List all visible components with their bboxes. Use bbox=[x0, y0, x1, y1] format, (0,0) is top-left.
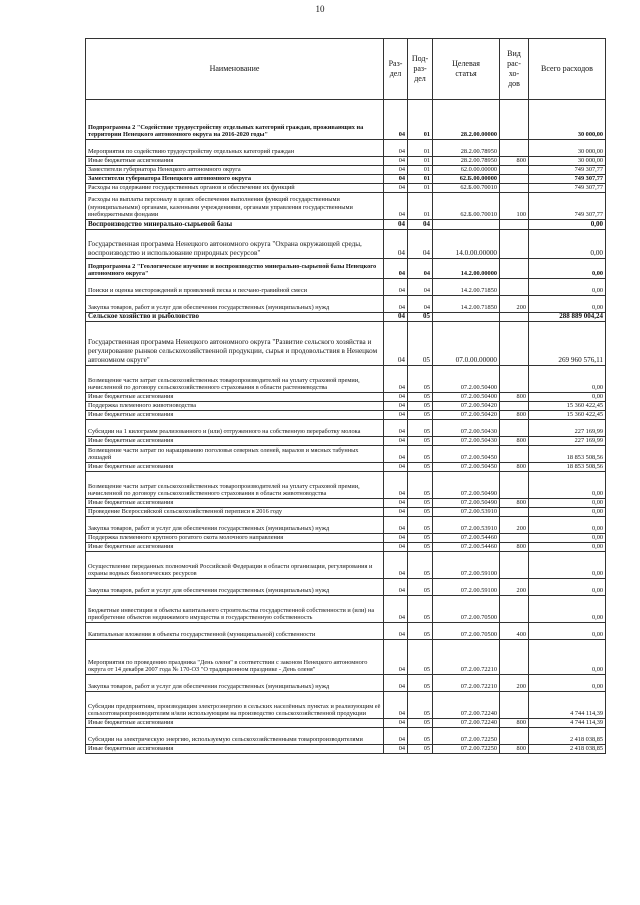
cell-subsection: 05 bbox=[408, 675, 433, 692]
cell-total: 749 307,77 bbox=[529, 184, 606, 193]
cell-total: 15 360 422,45 bbox=[529, 402, 606, 411]
cell-section: 04 bbox=[384, 157, 408, 166]
cell-subsection: 05 bbox=[408, 719, 433, 728]
cell-total: 0,00 bbox=[529, 296, 606, 313]
header-section: Раз- дел bbox=[384, 39, 408, 100]
cell-article: 07.2.00.50420 bbox=[433, 411, 500, 420]
cell-subsection: 05 bbox=[408, 420, 433, 437]
table-row bbox=[86, 543, 606, 552]
cell-article: 07.2.00.50430 bbox=[433, 420, 500, 437]
cell-section: 04 bbox=[384, 745, 408, 754]
cell-total: 227 169,99 bbox=[529, 437, 606, 446]
cell-total: 0,00 bbox=[529, 279, 606, 296]
cell-section: 04 bbox=[384, 296, 408, 313]
cell-subsection: 05 bbox=[408, 463, 433, 472]
cell-name: Сельское хозяйство и рыболовство bbox=[86, 313, 384, 322]
cell-section: 04 bbox=[384, 166, 408, 175]
cell-section: 04 bbox=[384, 402, 408, 411]
table-row bbox=[86, 166, 606, 175]
cell-subsection: 05 bbox=[408, 499, 433, 508]
table-row bbox=[86, 279, 606, 296]
cell-total: 2 418 038,85 bbox=[529, 728, 606, 745]
cell-article: 07.2.00.72210 bbox=[433, 640, 500, 675]
cell-expense-type: 800 bbox=[500, 437, 529, 446]
cell-expense-type bbox=[500, 596, 529, 623]
cell-total: 0,00 bbox=[529, 543, 606, 552]
cell-expense-type bbox=[500, 100, 529, 140]
cell-article: 07.2.00.50400 bbox=[433, 366, 500, 393]
table-row bbox=[86, 472, 606, 499]
table-row bbox=[86, 140, 606, 157]
cell-subsection: 05 bbox=[408, 508, 433, 517]
cell-expense-type: 200 bbox=[500, 517, 529, 534]
cell-name: Иные бюджетные ассигнования bbox=[86, 463, 384, 472]
cell-subsection: 01 bbox=[408, 140, 433, 157]
cell-name: Расходы на выплаты персоналу в целях обеспечения выполнения функций государственными (муниципальными) органами, казенными учреждениями, органами управления государственными внебюджетными фондами bbox=[86, 193, 384, 220]
table-row bbox=[86, 402, 606, 411]
cell-total: 30 000,00 bbox=[529, 157, 606, 166]
table-header-row bbox=[86, 39, 606, 100]
cell-name: Иные бюджетные ассигнования bbox=[86, 437, 384, 446]
cell-expense-type: 800 bbox=[500, 411, 529, 420]
cell-total: 0,00 bbox=[529, 472, 606, 499]
cell-article bbox=[433, 220, 500, 230]
cell-expense-type bbox=[500, 692, 529, 719]
cell-article: 07.2.00.72250 bbox=[433, 728, 500, 745]
cell-article: 07.2.00.59100 bbox=[433, 552, 500, 579]
cell-name: Иные бюджетные ассигнования bbox=[86, 411, 384, 420]
cell-name: Возмещение части затрат по наращиванию поголовья северных оленей, маралов и мясных табунных лошадей bbox=[86, 446, 384, 463]
cell-section: 04 bbox=[384, 463, 408, 472]
table-row bbox=[86, 230, 606, 259]
header-expense-type: Вид рас- хо- дов bbox=[500, 39, 529, 100]
table-row bbox=[86, 393, 606, 402]
table-row bbox=[86, 579, 606, 596]
cell-expense-type: 800 bbox=[500, 393, 529, 402]
cell-subsection: 04 bbox=[408, 259, 433, 279]
cell-name: Закупка товаров, работ и услуг для обеспечения государственных (муниципальных) нужд bbox=[86, 296, 384, 313]
cell-total: 18 853 508,56 bbox=[529, 446, 606, 463]
cell-subsection: 05 bbox=[408, 402, 433, 411]
cell-expense-type bbox=[500, 420, 529, 437]
cell-expense-type bbox=[500, 472, 529, 499]
header-name: Наименование bbox=[86, 39, 384, 100]
cell-expense-type: 800 bbox=[500, 543, 529, 552]
cell-article: 14.0.00.00000 bbox=[433, 230, 500, 259]
cell-subsection: 05 bbox=[408, 745, 433, 754]
budget-table bbox=[85, 38, 606, 754]
cell-expense-type: 800 bbox=[500, 157, 529, 166]
cell-section: 04 bbox=[384, 446, 408, 463]
header-total: Всего расходов bbox=[529, 39, 606, 100]
table-row bbox=[86, 728, 606, 745]
table-row bbox=[86, 296, 606, 313]
table-row bbox=[86, 517, 606, 534]
cell-article: 07.2.00.50430 bbox=[433, 437, 500, 446]
cell-section: 04 bbox=[384, 552, 408, 579]
cell-section: 04 bbox=[384, 259, 408, 279]
table-row bbox=[86, 157, 606, 166]
cell-total: 749 307,77 bbox=[529, 166, 606, 175]
cell-total: 0,00 bbox=[529, 579, 606, 596]
cell-section: 04 bbox=[384, 437, 408, 446]
cell-article: 07.2.00.72240 bbox=[433, 692, 500, 719]
cell-subsection: 05 bbox=[408, 543, 433, 552]
cell-total: 749 307,77 bbox=[529, 193, 606, 220]
table-row bbox=[86, 411, 606, 420]
table-row bbox=[86, 508, 606, 517]
table-row bbox=[86, 692, 606, 719]
cell-name: Подпрограмма 2 "Содействие трудоустройству отдельных категорий граждан, проживающих на территории Ненецкого автономного округа на 2016-2020 годы" bbox=[86, 100, 384, 140]
cell-subsection: 04 bbox=[408, 220, 433, 230]
table-row bbox=[86, 463, 606, 472]
cell-section: 04 bbox=[384, 220, 408, 230]
cell-name: Государственная программа Ненецкого автономного округа "Охрана окружающей среды, воспроизводство и использование природных ресурсов" bbox=[86, 230, 384, 259]
table-row bbox=[86, 100, 606, 140]
cell-article: 62.0.00.00000 bbox=[433, 166, 500, 175]
cell-article: 14.2.00.71850 bbox=[433, 279, 500, 296]
cell-expense-type: 200 bbox=[500, 579, 529, 596]
cell-expense-type bbox=[500, 279, 529, 296]
cell-total: 227 169,99 bbox=[529, 420, 606, 437]
cell-total: 749 307,77 bbox=[529, 175, 606, 184]
cell-expense-type: 200 bbox=[500, 675, 529, 692]
table-row bbox=[86, 420, 606, 437]
cell-name: Бюджетные инвестиции в объекты капитального строительства государственной собственности и (или) на приобретение объектов недвижимого имущества в государственную собственность bbox=[86, 596, 384, 623]
cell-expense-type bbox=[500, 402, 529, 411]
cell-subsection: 05 bbox=[408, 552, 433, 579]
cell-section: 04 bbox=[384, 728, 408, 745]
cell-total: 30 000,00 bbox=[529, 140, 606, 157]
cell-name: Субсидии на электрическую энергию, используемую сельскохозяйственными товаропроизводителями bbox=[86, 728, 384, 745]
cell-subsection: 05 bbox=[408, 437, 433, 446]
cell-subsection: 05 bbox=[408, 623, 433, 640]
cell-subsection: 05 bbox=[408, 596, 433, 623]
cell-total: 0,00 bbox=[529, 596, 606, 623]
cell-section: 04 bbox=[384, 322, 408, 366]
cell-name: Возмещение части затрат сельскохозяйственных товаропроизводителей на уплату страховой премии, начисленной по договору сельскохозяйственного страхования в области растениеводства bbox=[86, 366, 384, 393]
cell-subsection: 01 bbox=[408, 184, 433, 193]
cell-article: 62.Б.00.00000 bbox=[433, 175, 500, 184]
table-row bbox=[86, 175, 606, 184]
cell-article: 28.2.00.78950 bbox=[433, 157, 500, 166]
cell-total: 0,00 bbox=[529, 517, 606, 534]
cell-total: 0,00 bbox=[529, 508, 606, 517]
cell-article: 07.2.00.50450 bbox=[433, 446, 500, 463]
cell-expense-type bbox=[500, 446, 529, 463]
cell-article: 07.2.00.50400 bbox=[433, 393, 500, 402]
cell-name: Иные бюджетные ассигнования bbox=[86, 393, 384, 402]
table-row bbox=[86, 437, 606, 446]
cell-expense-type: 200 bbox=[500, 296, 529, 313]
cell-article: 07.2.00.50450 bbox=[433, 463, 500, 472]
cell-name: Государственная программа Ненецкого автономного округа "Развитие сельского хозяйства и регулирование рынков сельскохозяйственной продукции, сырья и продовольствия в Ненецком автономном округе" bbox=[86, 322, 384, 366]
cell-total: 269 960 576,11 bbox=[529, 322, 606, 366]
cell-section: 04 bbox=[384, 579, 408, 596]
cell-article bbox=[433, 313, 500, 322]
cell-name: Расходы на содержание государственных органов и обеспечение их функций bbox=[86, 184, 384, 193]
cell-expense-type bbox=[500, 175, 529, 184]
cell-name: Субсидии на 1 килограмм реализованного и (или) отгруженного на собственную переработку молока bbox=[86, 420, 384, 437]
cell-expense-type bbox=[500, 728, 529, 745]
table-row bbox=[86, 366, 606, 393]
cell-section: 04 bbox=[384, 313, 408, 322]
cell-total: 0,00 bbox=[529, 675, 606, 692]
cell-subsection: 05 bbox=[408, 640, 433, 675]
table-row bbox=[86, 675, 606, 692]
cell-section: 04 bbox=[384, 543, 408, 552]
cell-total: 0,00 bbox=[529, 259, 606, 279]
header-article: Целевая статья bbox=[433, 39, 500, 100]
cell-article: 28.2.00.78950 bbox=[433, 140, 500, 157]
cell-total: 0,00 bbox=[529, 534, 606, 543]
cell-section: 04 bbox=[384, 472, 408, 499]
cell-name: Поддержка племенного крупного рогатого скота молочного направления bbox=[86, 534, 384, 543]
cell-article: 07.2.00.50490 bbox=[433, 499, 500, 508]
cell-article: 07.2.00.70500 bbox=[433, 596, 500, 623]
table-row bbox=[86, 534, 606, 543]
cell-article: 07.2.00.53910 bbox=[433, 517, 500, 534]
cell-article: 14.2.00.71850 bbox=[433, 296, 500, 313]
cell-subsection: 01 bbox=[408, 175, 433, 184]
cell-name: Субсидии предприятиям, производящим электроэнергию в сельских населённых пунктах и реализующим её сельхозтоваропроизводителям и/или использующим на производство сельскохозяйственной продукции bbox=[86, 692, 384, 719]
cell-subsection: 04 bbox=[408, 230, 433, 259]
header-subsection: Под- раз- дел bbox=[408, 39, 433, 100]
table-row bbox=[86, 719, 606, 728]
cell-name: Воспроизводство минерально-сырьевой базы bbox=[86, 220, 384, 230]
cell-name: Иные бюджетные ассигнования bbox=[86, 499, 384, 508]
cell-expense-type bbox=[500, 220, 529, 230]
cell-section: 04 bbox=[384, 517, 408, 534]
cell-total: 18 853 508,56 bbox=[529, 463, 606, 472]
cell-name: Закупка товаров, работ и услуг для обеспечения государственных (муниципальных) нужд bbox=[86, 675, 384, 692]
cell-section: 04 bbox=[384, 279, 408, 296]
cell-total: 0,00 bbox=[529, 552, 606, 579]
cell-subsection: 01 bbox=[408, 100, 433, 140]
table-row bbox=[86, 313, 606, 322]
cell-total: 0,00 bbox=[529, 366, 606, 393]
cell-section: 04 bbox=[384, 719, 408, 728]
cell-section: 04 bbox=[384, 366, 408, 393]
cell-subsection: 05 bbox=[408, 534, 433, 543]
cell-expense-type bbox=[500, 552, 529, 579]
cell-total: 0,00 bbox=[529, 499, 606, 508]
cell-section: 04 bbox=[384, 675, 408, 692]
cell-name: Иные бюджетные ассигнования bbox=[86, 719, 384, 728]
cell-article: 07.2.00.54460 bbox=[433, 534, 500, 543]
cell-name: Закупка товаров, работ и услуг для обеспечения государственных (муниципальных) нужд bbox=[86, 517, 384, 534]
cell-section: 04 bbox=[384, 623, 408, 640]
cell-expense-type bbox=[500, 640, 529, 675]
cell-subsection: 05 bbox=[408, 692, 433, 719]
cell-article: 07.2.00.72250 bbox=[433, 745, 500, 754]
table-row bbox=[86, 446, 606, 463]
cell-subsection: 04 bbox=[408, 279, 433, 296]
cell-total: 0,00 bbox=[529, 393, 606, 402]
table-row bbox=[86, 220, 606, 230]
table-row bbox=[86, 745, 606, 754]
cell-article: 07.2.00.70500 bbox=[433, 623, 500, 640]
cell-article: 14.2.00.00000 bbox=[433, 259, 500, 279]
cell-article: 62.Б.00.70010 bbox=[433, 193, 500, 220]
cell-section: 04 bbox=[384, 184, 408, 193]
cell-article: 07.2.00.50490 bbox=[433, 472, 500, 499]
cell-total: 30 000,00 bbox=[529, 100, 606, 140]
cell-total: 0,00 bbox=[529, 230, 606, 259]
cell-expense-type bbox=[500, 259, 529, 279]
table-row bbox=[86, 184, 606, 193]
cell-expense-type: 400 bbox=[500, 623, 529, 640]
cell-subsection: 05 bbox=[408, 579, 433, 596]
cell-subsection: 05 bbox=[408, 393, 433, 402]
cell-subsection: 05 bbox=[408, 446, 433, 463]
table-row bbox=[86, 193, 606, 220]
cell-subsection: 05 bbox=[408, 517, 433, 534]
cell-expense-type: 800 bbox=[500, 719, 529, 728]
cell-section: 04 bbox=[384, 420, 408, 437]
cell-subsection: 05 bbox=[408, 322, 433, 366]
cell-name: Возмещение части затрат сельскохозяйственных товаропроизводителей на уплату страховой премии, начисленной по договору сельскохозяйственного страхования в области животноводства bbox=[86, 472, 384, 499]
cell-expense-type bbox=[500, 184, 529, 193]
cell-section: 04 bbox=[384, 534, 408, 543]
table-body bbox=[86, 100, 606, 754]
cell-total: 15 360 422,45 bbox=[529, 411, 606, 420]
table-row bbox=[86, 552, 606, 579]
cell-expense-type: 800 bbox=[500, 463, 529, 472]
cell-article: 07.2.00.50420 bbox=[433, 402, 500, 411]
cell-name: Капитальные вложения в объекты государственной (муниципальной) собственности bbox=[86, 623, 384, 640]
cell-expense-type: 800 bbox=[500, 499, 529, 508]
cell-name: Поддержка племенного животноводства bbox=[86, 402, 384, 411]
cell-section: 04 bbox=[384, 640, 408, 675]
cell-section: 04 bbox=[384, 692, 408, 719]
cell-expense-type bbox=[500, 230, 529, 259]
cell-expense-type: 800 bbox=[500, 745, 529, 754]
cell-name: Подпрограмма 2 "Геологическое изучение и воспроизводство минерально-сырьевой базы Ненецкого автономного округа" bbox=[86, 259, 384, 279]
cell-article: 28.2.00.00000 bbox=[433, 100, 500, 140]
cell-name: Осуществление переданных полномочий Российской Федерации в области организации, регулирования и охраны водных биологических ресурсов bbox=[86, 552, 384, 579]
cell-total: 0,00 bbox=[529, 220, 606, 230]
table-row bbox=[86, 640, 606, 675]
cell-article: 07.2.00.54460 bbox=[433, 543, 500, 552]
cell-expense-type bbox=[500, 322, 529, 366]
cell-section: 04 bbox=[384, 100, 408, 140]
table-row bbox=[86, 623, 606, 640]
cell-subsection: 01 bbox=[408, 166, 433, 175]
cell-section: 04 bbox=[384, 230, 408, 259]
cell-expense-type bbox=[500, 534, 529, 543]
cell-name: Заместители губернатора Ненецкого автономного округа bbox=[86, 175, 384, 184]
table-row bbox=[86, 499, 606, 508]
cell-subsection: 05 bbox=[408, 728, 433, 745]
cell-subsection: 05 bbox=[408, 472, 433, 499]
cell-name: Поиски и оценка месторождений и проявлений песка и песчано-гравийной смеси bbox=[86, 279, 384, 296]
table-row bbox=[86, 596, 606, 623]
cell-name: Проведение Всероссийской сельскохозяйственной переписи в 2016 году bbox=[86, 508, 384, 517]
cell-section: 04 bbox=[384, 411, 408, 420]
cell-expense-type bbox=[500, 508, 529, 517]
cell-section: 04 bbox=[384, 175, 408, 184]
cell-name: Мероприятия по проведению праздника "День оленя" в соответствии с законом Ненецкого автономного округа от 14 декабря 2007 года № 170-ОЗ "О традиционном празднике - День оленя" bbox=[86, 640, 384, 675]
cell-subsection: 01 bbox=[408, 193, 433, 220]
cell-expense-type: 100 bbox=[500, 193, 529, 220]
cell-expense-type bbox=[500, 313, 529, 322]
cell-article: 07.0.00.00000 bbox=[433, 322, 500, 366]
cell-name: Закупка товаров, работ и услуг для обеспечения государственных (муниципальных) нужд bbox=[86, 579, 384, 596]
cell-subsection: 05 bbox=[408, 411, 433, 420]
cell-name: Мероприятия по содействию трудоустройству отдельных категорий граждан bbox=[86, 140, 384, 157]
cell-article: 07.2.00.59100 bbox=[433, 579, 500, 596]
cell-subsection: 05 bbox=[408, 313, 433, 322]
cell-name: Иные бюджетные ассигнования bbox=[86, 745, 384, 754]
table-row bbox=[86, 259, 606, 279]
page-number: 10 bbox=[315, 4, 325, 14]
cell-subsection: 01 bbox=[408, 157, 433, 166]
cell-name: Иные бюджетные ассигнования bbox=[86, 543, 384, 552]
cell-total: 0,00 bbox=[529, 623, 606, 640]
cell-name: Заместители губернатора Ненецкого автономного округа bbox=[86, 166, 384, 175]
cell-expense-type bbox=[500, 166, 529, 175]
cell-expense-type bbox=[500, 366, 529, 393]
table-row bbox=[86, 322, 606, 366]
cell-section: 04 bbox=[384, 393, 408, 402]
cell-article: 07.2.00.72240 bbox=[433, 719, 500, 728]
cell-total: 288 889 004,24 bbox=[529, 313, 606, 322]
cell-article: 07.2.00.53910 bbox=[433, 508, 500, 517]
cell-section: 04 bbox=[384, 193, 408, 220]
cell-subsection: 04 bbox=[408, 296, 433, 313]
cell-name: Иные бюджетные ассигнования bbox=[86, 157, 384, 166]
cell-article: 07.2.00.72210 bbox=[433, 675, 500, 692]
cell-subsection: 05 bbox=[408, 366, 433, 393]
cell-section: 04 bbox=[384, 596, 408, 623]
cell-section: 04 bbox=[384, 499, 408, 508]
cell-section: 04 bbox=[384, 508, 408, 517]
cell-total: 2 418 038,85 bbox=[529, 745, 606, 754]
cell-expense-type bbox=[500, 140, 529, 157]
cell-article: 62.Б.00.70010 bbox=[433, 184, 500, 193]
cell-total: 0,00 bbox=[529, 640, 606, 675]
cell-total: 4 744 114,39 bbox=[529, 692, 606, 719]
cell-section: 04 bbox=[384, 140, 408, 157]
cell-total: 4 744 114,39 bbox=[529, 719, 606, 728]
